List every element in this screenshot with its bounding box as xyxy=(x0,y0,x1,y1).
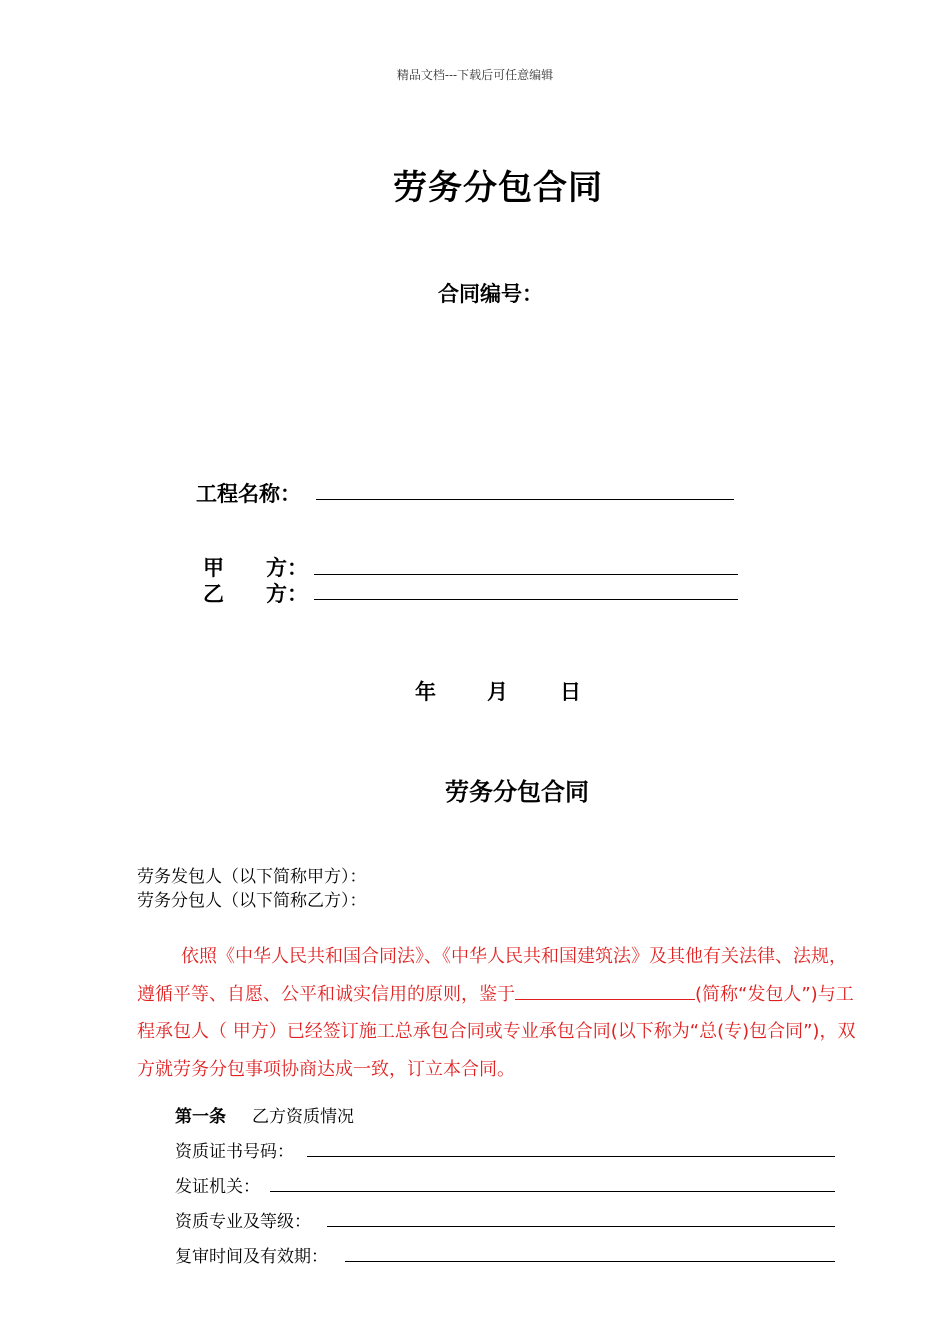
issuing-authority-label: 发证机关： xyxy=(175,1177,260,1197)
issuer-line: 劳务发包人（以下简称甲方）： xyxy=(137,867,367,887)
review-validity-field[interactable] xyxy=(345,1261,835,1262)
general-contractor-blank[interactable] xyxy=(515,981,695,1000)
party-a-label: 甲 方： xyxy=(203,556,308,580)
project-name-label: 工程名称： xyxy=(196,482,301,506)
date-month: 月 xyxy=(487,680,508,704)
date-year: 年 xyxy=(415,680,436,704)
preamble-part2: (简称“发包人”)与工程承包人（ 甲方）已经签订施工总承包合同或专业承包合同(以下称为“总(专)包合同”)，双方就劳务分包事项协商达成一致，订立本合同。 xyxy=(137,983,856,1080)
contract-number-label: 合同编号： xyxy=(438,282,543,306)
qualification-grade-field[interactable] xyxy=(327,1226,835,1227)
preamble-paragraph xyxy=(137,938,857,1088)
review-validity-label: 复审时间及有效期： xyxy=(175,1247,328,1267)
date-day: 日 xyxy=(560,680,581,704)
header-watermark: 精品文档---下载后可任意编辑 xyxy=(396,68,554,82)
article-1-number: 第一条 xyxy=(175,1107,226,1127)
cert-number-label: 资质证书号码： xyxy=(175,1142,294,1162)
document-title: 劳务分包合同 xyxy=(393,168,603,208)
party-a-field[interactable] xyxy=(314,574,738,575)
contract-subtitle: 劳务分包合同 xyxy=(445,778,589,806)
party-b-label: 乙 方： xyxy=(203,582,308,606)
qualification-grade-label: 资质专业及等级： xyxy=(175,1212,311,1232)
project-name-field[interactable] xyxy=(316,499,734,500)
issuing-authority-field[interactable] xyxy=(270,1191,835,1192)
contractor-line: 劳务分包人（以下简称乙方）： xyxy=(137,891,367,911)
article-1-title: 乙方资质情况 xyxy=(252,1107,354,1127)
party-b-field[interactable] xyxy=(314,599,738,600)
cert-number-field[interactable] xyxy=(307,1156,835,1157)
preamble-part1: 依照《中华人民共和国合同法》、《中华人民共和国建筑法》及其他有关法律、法规，遵循平等、自愿、公平和诚实信用的原则，鉴于 xyxy=(137,946,847,1005)
